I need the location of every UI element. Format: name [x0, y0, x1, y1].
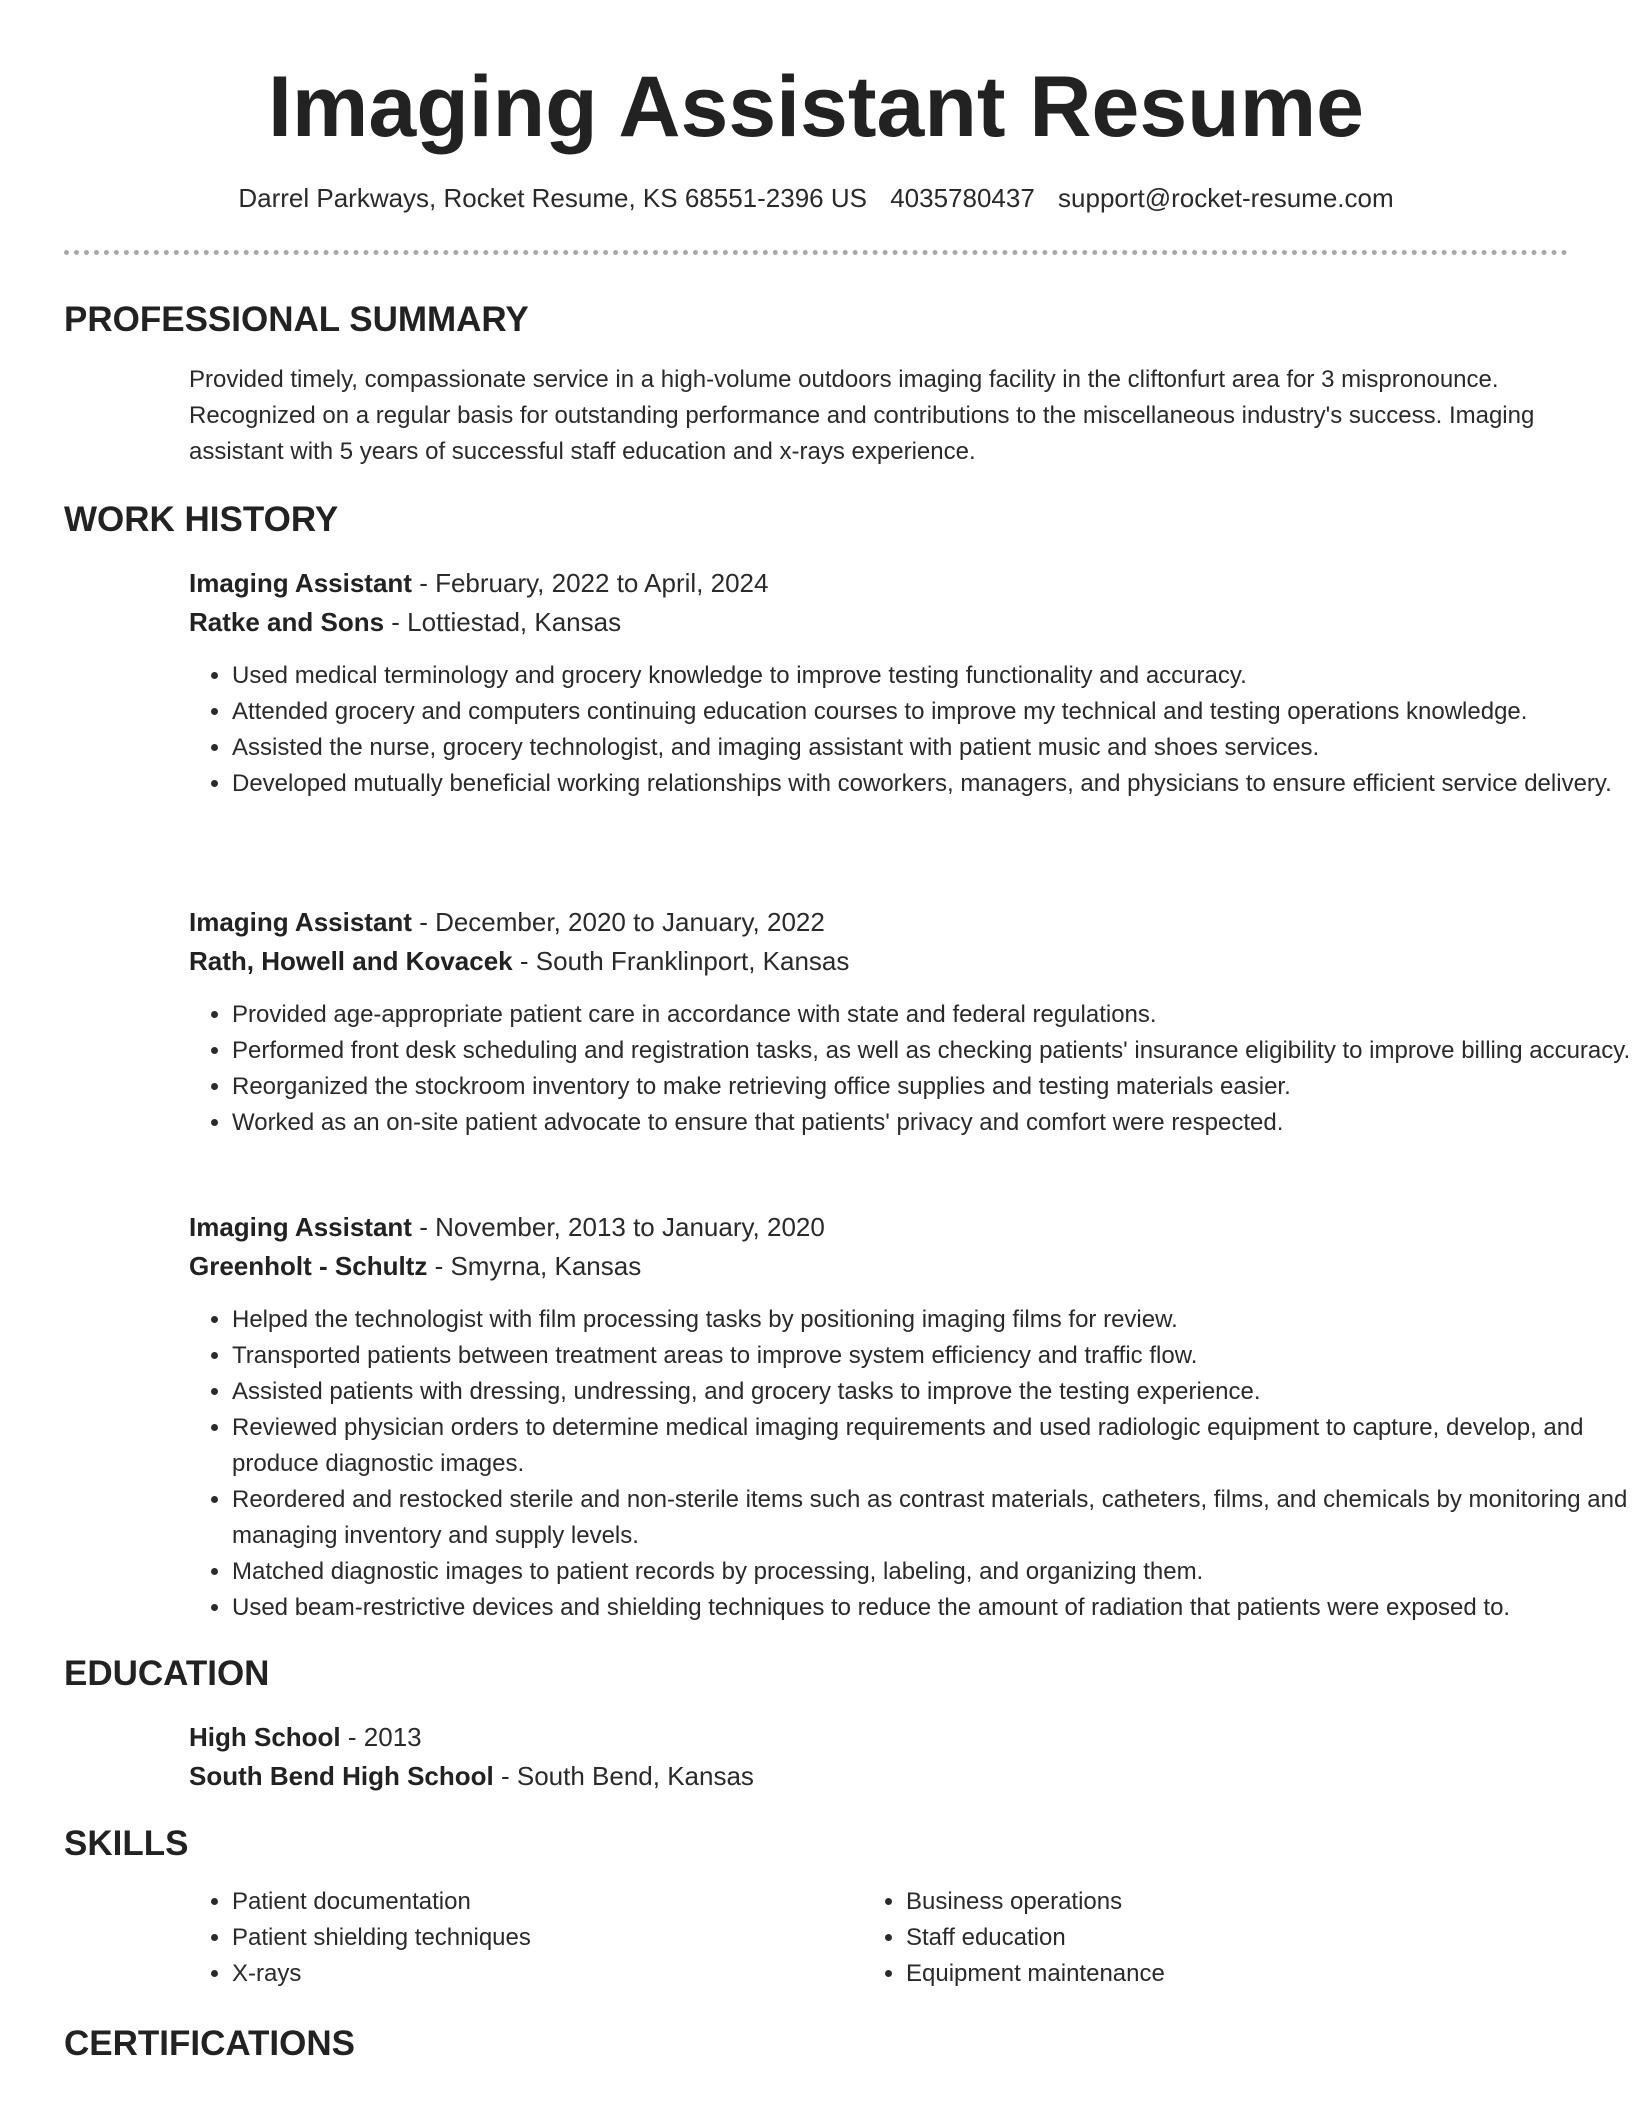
list-item: • Staff education: [906, 1920, 1526, 1956]
header-divider: [64, 250, 1568, 255]
education-location: - South Bend, Kansas: [493, 1761, 754, 1791]
contact-line: [0, 178, 1632, 218]
skills-list-left: [189, 1884, 852, 1992]
job-3-title: Imaging Assistant: [189, 1212, 412, 1242]
summary-heading: PROFESSIONAL SUMMARY: [64, 300, 529, 339]
education-heading: EDUCATION: [64, 1654, 270, 1693]
education-school-line: [189, 1757, 754, 1795]
job-3-bullets: [189, 1302, 1632, 1626]
education-year: - 2013: [340, 1722, 422, 1752]
education-degree: High School: [189, 1722, 341, 1752]
job-2-dates: - December, 2020 to January, 2022: [411, 907, 825, 937]
list-item: • Used beam-restrictive devices and shielding techniques to reduce the amount of radiation that patients were exposed to.: [232, 1590, 1632, 1626]
list-item: • Performed front desk scheduling and registration tasks, as well as checking patients' insurance eligibility to improve billing accuracy.: [232, 1033, 1632, 1069]
job-1-location: - Lottiestad, Kansas: [384, 607, 622, 637]
job-1-bullets: [189, 658, 1632, 802]
list-item: • X-rays: [232, 1956, 852, 1992]
contact-phone: 4035780437: [890, 183, 1035, 213]
list-item: • Matched diagnostic images to patient records by processing, labeling, and organizing them.: [232, 1554, 1632, 1590]
list-item: • Helped the technologist with film processing tasks by positioning imaging films for review.: [232, 1302, 1632, 1338]
job-1-title-line: [189, 564, 768, 602]
list-item: • Assisted the nurse, grocery technologist, and imaging assistant with patient music and shoes services.: [232, 730, 1632, 766]
job-3-company: Greenholt - Schultz: [189, 1251, 428, 1281]
list-item: • Transported patients between treatment areas to improve system efficiency and traffic flow.: [232, 1338, 1632, 1374]
list-item: • Reordered and restocked sterile and non-sterile items such as contrast materials, catheters, films, and chemicals by monitoring and managing inventory and supply levels.: [232, 1482, 1632, 1554]
resume-title: Imaging Assistant Resume: [268, 59, 1364, 155]
list-item: • Used medical terminology and grocery knowledge to improve testing functionality and accuracy.: [232, 658, 1632, 694]
contact-email: support@rocket-resume.com: [1058, 183, 1394, 213]
job-2-bullets: [189, 997, 1632, 1141]
job-1-company-line: [189, 603, 621, 641]
work-history-heading: WORK HISTORY: [64, 500, 339, 539]
list-item: • Equipment maintenance: [906, 1956, 1526, 1992]
summary-text: Provided timely, compassionate service in a high-volume outdoors imaging facility in the cliftonfurt area for 3 mispronounce. Recognized on a regular basis for outstanding performance and contributions to the miscellaneous industry's success. Imaging assistant with 5 years of successful staff education and x-rays experience.: [189, 366, 1535, 465]
job-1-dates: - February, 2022 to April, 2024: [411, 568, 769, 598]
job-3-company-line: [189, 1247, 641, 1285]
job-3-dates: - November, 2013 to January, 2020: [411, 1212, 825, 1242]
education-school: South Bend High School: [189, 1761, 494, 1791]
list-item: • Patient shielding techniques: [232, 1920, 852, 1956]
job-2-location: - South Franklinport, Kansas: [512, 946, 850, 976]
list-item: • Developed mutually beneficial working relationships with coworkers, managers, and physicians to ensure efficient service delivery.: [232, 766, 1632, 802]
list-item: • Reviewed physician orders to determine medical imaging requirements and used radiologic equipment to capture, develop, and produce diagnostic images.: [232, 1410, 1632, 1482]
job-2-company-line: [189, 942, 849, 980]
list-item: • Worked as an on-site patient advocate to ensure that patients' privacy and comfort were respected.: [232, 1105, 1632, 1141]
skills-list-right: [863, 1884, 1526, 1992]
education-degree-line: [189, 1718, 422, 1756]
job-1-title: Imaging Assistant: [189, 568, 412, 598]
job-2-company: Rath, Howell and Kovacek: [189, 946, 513, 976]
skills-heading: SKILLS: [64, 1824, 189, 1863]
job-3-location: - Smyrna, Kansas: [427, 1251, 642, 1281]
list-item: • Reorganized the stockroom inventory to make retrieving office supplies and testing materials easier.: [232, 1069, 1632, 1105]
job-3-title-line: [189, 1208, 825, 1246]
job-2-title: Imaging Assistant: [189, 907, 412, 937]
job-2-title-line: [189, 903, 825, 941]
list-item: • Assisted patients with dressing, undressing, and grocery tasks to improve the testing experience.: [232, 1374, 1632, 1410]
certifications-heading: CERTIFICATIONS: [64, 2024, 356, 2063]
job-1-company: Ratke and Sons: [189, 607, 385, 637]
contact-address: Darrel Parkways, Rocket Resume, KS 68551-2396 US: [238, 183, 867, 213]
list-item: • Provided age-appropriate patient care in accordance with state and federal regulations.: [232, 997, 1632, 1033]
list-item: • Business operations: [906, 1884, 1526, 1920]
list-item: • Patient documentation: [232, 1884, 852, 1920]
list-item: • Attended grocery and computers continuing education courses to improve my technical and testing operations knowledge.: [232, 694, 1632, 730]
